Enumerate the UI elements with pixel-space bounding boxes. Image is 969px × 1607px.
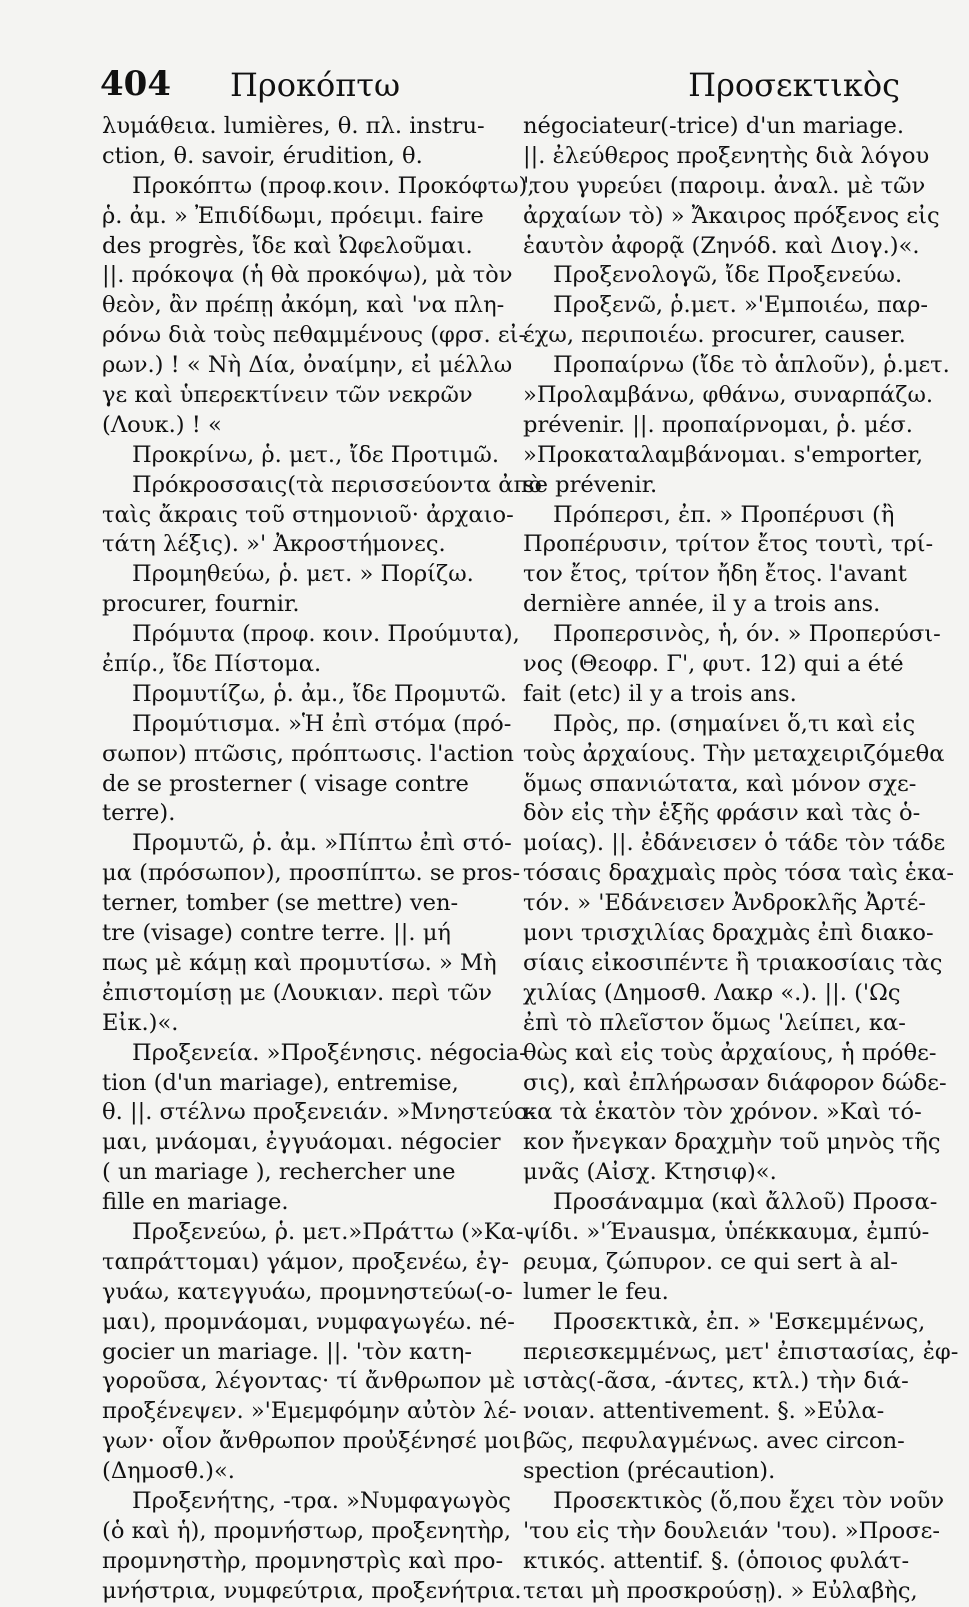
text-line: tre (visage) contre terre. ||. μή: [102, 920, 451, 947]
text-line: (Λουκ.) ! «: [102, 411, 222, 438]
text-line: Προμύτισμα. »Ἡ ἐπὶ στόμα (πρό-: [132, 710, 512, 737]
text-line: προξένεψεν. »'Εμεμφόμην αὐτὸν λέ-: [102, 1398, 517, 1425]
text-line: τεται μὴ προσκρούσῃ). » Εὐλαβὴς,: [523, 1577, 918, 1604]
text-line: 'του εἰς τὴν δουλειάν 'του). »Προσε-: [523, 1517, 940, 1544]
text-line: ἐπίρ., ἴδε Πίστομα.: [102, 651, 322, 678]
text-line: κα τὰ ἑκατὸν τὸν χρόνον. »Καὶ τό-: [523, 1099, 922, 1126]
text-line: terre).: [102, 800, 176, 827]
text-line: ψίδι. »'Ένausμα, ὑπέκκαυμα, ἐμπύ-: [523, 1218, 930, 1245]
text-line: Προξενήτης, -τρα. »Νυμφαγωγὸς: [132, 1487, 511, 1514]
text-line: ἀρχαίων τὸ) » Ἄκαιρος πρόξενος εἰς: [523, 202, 940, 229]
text-line: terner, tomber (se mettre) ven-: [102, 890, 459, 917]
text-line: ἑαυτὸν ἀφορᾷ (Ζηνόδ. καὶ Διογ.)«.: [523, 232, 920, 259]
text-line: ἐπὶ τὸ πλεῖστον ὅμως 'λείπει, κα-: [523, 1009, 906, 1036]
text-line: Προξενῶ, ῥ.μετ. »'Εμποιέω, παρ-: [553, 292, 929, 319]
right-running-head: Προσεκτικὸς: [688, 66, 900, 104]
text-line: se prévenir.: [523, 471, 658, 498]
text-line: ρευμα, ζώπυρον. ce qui sert à al-: [523, 1248, 898, 1275]
text-line: μνᾶς (Αἰσχ. Κτησιφ)«.: [523, 1159, 777, 1186]
text-line: σις), καὶ ἐπλήρωσαν διάφορον δώδε-: [523, 1069, 947, 1096]
text-line: Προξενεία. »Προξένησις. négocia-: [132, 1039, 527, 1066]
text-line: Προπερσινὸς, ἡ, όν. » Προπερύσι-: [553, 621, 941, 648]
text-line: (ὁ καὶ ἡ), προμνήστωρ, προξενητὴρ,: [102, 1517, 512, 1544]
text-line: »Προκαταλαμβάνομαι. s'emporter,: [523, 441, 924, 468]
text-line: Προκόπτω (προφ.κοιν. Προκόφτω),: [132, 172, 535, 199]
left-column: [102, 112, 542, 1607]
left-running-head: Προκόπτω: [230, 66, 401, 104]
text-line: ταὶς ἄκραις τοῦ στημονιοῦ· ἀρχαιο-: [102, 501, 514, 528]
text-line: θὼς καὶ εἰς τοὺς ἀρχαίους, ἡ πρόθε-: [523, 1039, 937, 1066]
text-line: fait (etc) il y a trois ans.: [523, 680, 797, 707]
text-line: βῶς, πεφυλαγμένως. avec circon-: [523, 1428, 905, 1455]
text-line: négociateur(-trice) d'un mariage.: [523, 113, 905, 139]
text-line: lumer le feu.: [523, 1278, 669, 1305]
text-line: μοίας). ||. ἐδάνεισεν ὁ τάδε τὸν τάδε: [523, 830, 946, 857]
page-header: [100, 64, 900, 114]
right-column: [523, 112, 959, 1607]
text-line: Προπέρυσιν, τρίτον ἔτος τουτὶ, τρί-: [523, 531, 934, 558]
text-line: δὸν εἰς τὴν ἑξῆς φράσιν καὶ τὰς ὁ-: [523, 800, 921, 827]
text-line: προμνηστὴρ, προμνηστρὶς καὶ προ-: [102, 1547, 504, 1574]
text-line: θ. ||. στέλνω προξενειάν. »Μνηστεύο-: [102, 1099, 536, 1126]
text-line: ὅμως σπανιώτατα, καὶ μόνον σχε-: [523, 770, 917, 797]
text-line: ταπράττομαι) γάμον, προξενέω, ἐγ-: [102, 1248, 510, 1275]
text-line: (Δημοσθ.)«.: [102, 1458, 235, 1485]
text-line: Πρόμυτα (προφ. κοιν. Προύμυτα),: [132, 621, 520, 648]
text-line: χιλίας (Δημοσθ. Λακρ «.). ||. ('Ως: [523, 979, 901, 1006]
text-line: σίαις εἰκοσιπέντε ἢ τριακοσίαις τὰς: [523, 949, 943, 976]
text-line: τον ἔτος, τρίτον ἤδη ἔτος. l'avant: [523, 561, 907, 588]
text-line: ( un mariage ), rechercher une: [102, 1159, 456, 1186]
text-line: Προσάναμμα (καὶ ἄλλοῦ) Προσα-: [553, 1189, 938, 1216]
text-line: μαι), προμνάομαι, νυμφαγωγέω. né-: [102, 1308, 515, 1335]
text-line: Προπαίρνω (ἴδε τὸ ἁπλοῦν), ῥ.μετ.: [553, 352, 950, 379]
text-line: procurer, fournir.: [102, 591, 300, 618]
text-line: τοὺς ἀρχαίους. Τὴν μεταχειριζόμεθα: [523, 740, 945, 767]
text-line: Πρόκροσσαις(τὰ περισσεύοντα ἀπὸ: [132, 471, 542, 498]
text-line: γυάω, κατεγγυάω, προμνηστεύω(-ο-: [102, 1278, 513, 1305]
text-line: 'του γυρεύει (παροιμ. ἀναλ. μὲ τῶν: [523, 172, 926, 199]
text-line: λυμάθεια. lumières, θ. πλ. instru-: [102, 113, 485, 139]
text-line: Προμηθεύω, ῥ. μετ. » Πορίζω.: [132, 561, 474, 588]
text-line: Προξενολογῶ, ἴδε Προξενεύω.: [553, 262, 903, 289]
text-line: μα (πρόσωπον), προσπίπτω. se pros-: [102, 860, 521, 887]
text-line: γοροῦσα, λέγοντας· τί ἄνθρωπον μὲ: [102, 1368, 516, 1395]
text-line: ction, θ. savoir, érudition, θ.: [102, 142, 423, 169]
text-line: Προκρίνω, ῥ. μετ., ἴδε Προτιμῶ.: [132, 441, 500, 468]
text-line: spection (précaution).: [523, 1458, 776, 1485]
text-line: ῥ. ἀμ. » Ἐπιδίδωμι, πρόειμι. faire: [102, 202, 484, 229]
text-line: κτικός. attentif. §. (ὁποιος φυλάτ-: [523, 1547, 910, 1574]
text-line: τόν. » 'Εδάνεισεν Ἀνδροκλῆς Ἀρτέ-: [523, 890, 926, 917]
text-line: des progrès, ἴδε καὶ Ὠφελοῦμαι.: [102, 232, 473, 259]
text-line: μονι τρισχιλίας δραχμὰς ἐπὶ διακο-: [523, 920, 934, 947]
text-line: fille en mariage.: [102, 1189, 289, 1216]
text-line: κον ἤνεγκαν δραχμὴν τοῦ μηνὸς τῆς: [523, 1129, 941, 1156]
text-line: ρων.) ! « Νὴ Δία, ὀναίμην, εἰ μέλλω: [102, 352, 513, 379]
text-line: Προσεκτικὰ, ἐπ. » 'Εσκεμμένως,: [553, 1308, 926, 1335]
text-line: tion (d'un mariage), entremise,: [102, 1069, 459, 1096]
text-line: Πρὸς, πρ. (σημαίνει ὅ,τι καὶ εἰς: [553, 710, 916, 737]
text-line: σωπον) πτῶσις, πρόπτωσις. l'action: [102, 740, 514, 767]
text-line: μνήστρια, νυμφεύτρια, προξενήτρια.: [102, 1577, 522, 1604]
text-line: »Προλαμβάνω, φθάνω, συναρπάζω.: [523, 382, 934, 409]
text-line: dernière année, il y a trois ans.: [523, 591, 881, 618]
text-line: Εἰκ.)«.: [102, 1009, 179, 1036]
text-line: Προσεκτικὸς (ὅ,που ἔχει τὸν νοῦν: [553, 1487, 945, 1514]
text-line: γε καὶ ὑπερεκτίνειν τῶν νεκρῶν: [102, 382, 473, 409]
text-line: de se prosterner ( visage contre: [102, 770, 469, 797]
text-line: ιστὰς(-ᾶσα, -άντες, κτλ.) τὴν διά-: [523, 1368, 909, 1395]
text-line: ||. ἐλεύθερος προξενητὴς διὰ λόγου: [523, 142, 930, 169]
text-line: νοιαν. attentivement. §. »Εὐλα-: [523, 1398, 885, 1425]
text-line: περιεσκεμμένως, μετ' ἐπιστασίας, ἐφ-: [523, 1338, 959, 1365]
text-line: πως μὲ κάμῃ καὶ προμυτίσω. » Μὴ: [102, 949, 497, 976]
text-line: θεὸν, ἂν πρέπῃ ἀκόμη, καὶ 'να πλη-: [102, 292, 505, 319]
text-line: τάτη λέξις). »' Ἀκροστήμονες.: [102, 531, 446, 558]
text-line: γων· οἷον ἄνθρωπον προὐξένησέ μοι: [102, 1428, 522, 1455]
text-line: ἐπιστομίσῃ με (Λουκιαν. περὶ τῶν: [102, 979, 492, 1006]
text-line: prévenir. ||. προπαίρνομαι, ῥ. μέσ.: [523, 411, 913, 438]
text-line: μαι, μνάομαι, ἐγγυάομαι. négocier: [102, 1129, 501, 1156]
text-line: τόσαις δραχμαὶς πρὸς τόσα ταὶς ἑκα-: [523, 860, 955, 887]
text-line: ||. πρόκοψα (ἡ θὰ προκόψω), μὰ τὸν: [102, 262, 513, 289]
text-line: Προμυτῶ, ῥ. ἀμ. »Πίπτω ἐπὶ στό-: [132, 830, 512, 857]
text-line: Πρόπερσι, ἐπ. » Προπέρυσι (ἢ: [553, 501, 895, 528]
page-number: 404: [100, 64, 171, 104]
text-line: έχω, περιποιέω. procurer, causer.: [523, 322, 906, 349]
text-line: Προξενεύω, ῥ. μετ.»Πράττω (»Κα-: [132, 1218, 524, 1245]
text-line: νος (Θεοφρ. Γ', φυτ. 12) qui a été: [523, 651, 904, 678]
text-line: ρόνω διὰ τοὺς πεθαμμένους (φρσ. εἰ-: [102, 322, 527, 349]
text-line: gocier un mariage. ||. 'τὸν κατη-: [102, 1338, 473, 1365]
text-line: Προμυτίζω, ῥ. ἀμ., ἴδε Προμυτῶ.: [132, 680, 507, 707]
